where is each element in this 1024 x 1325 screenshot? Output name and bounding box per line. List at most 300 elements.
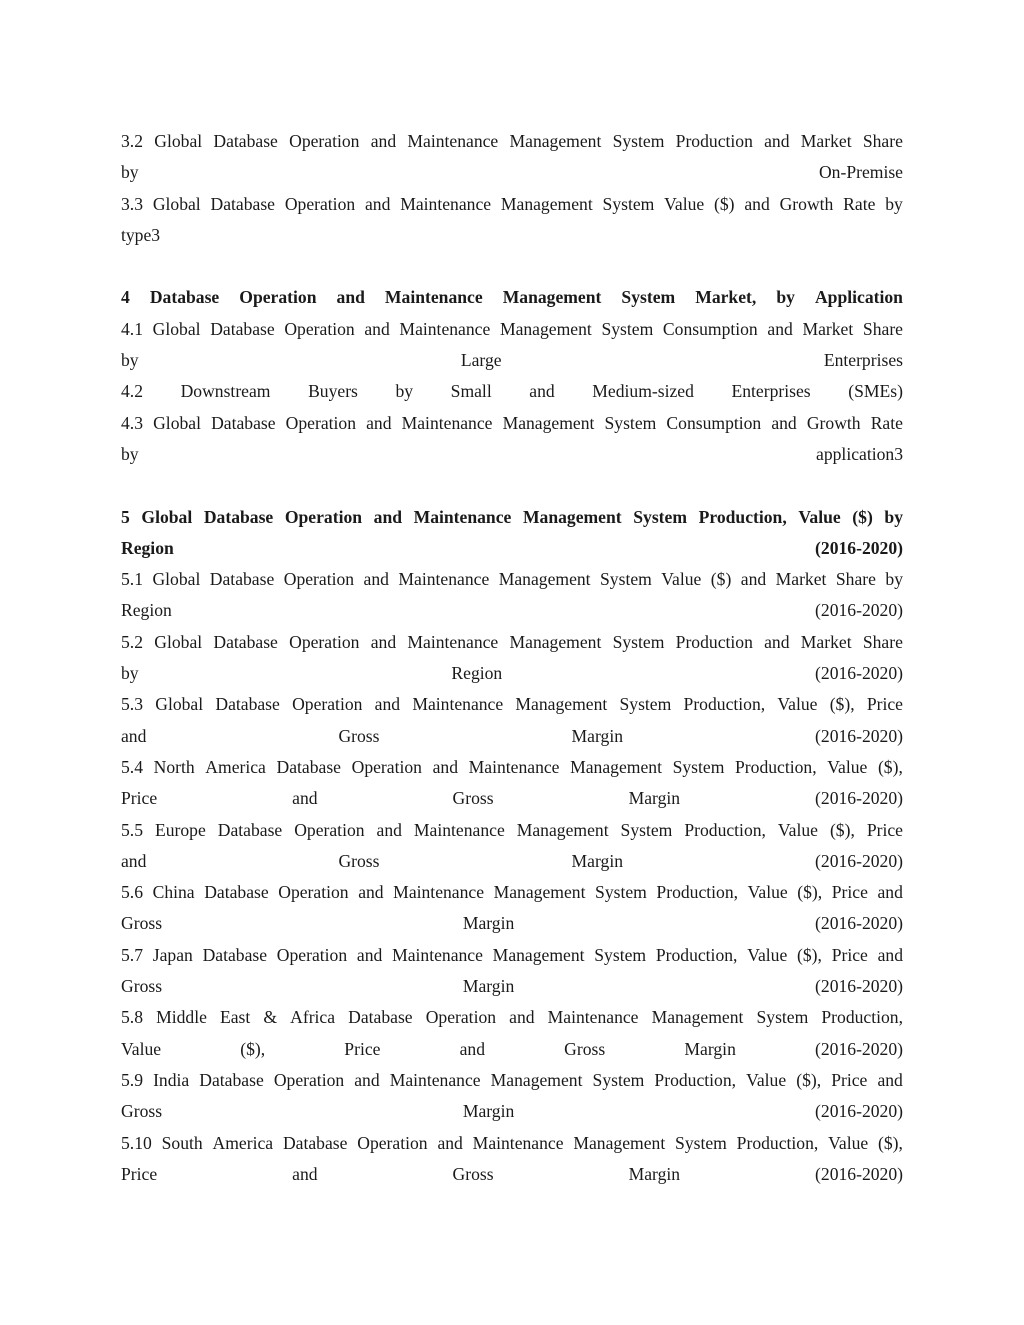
word: (2016-2020): [815, 1038, 903, 1059]
word: by: [395, 381, 414, 402]
word: Share: [862, 131, 903, 151]
word: Price: [831, 1069, 868, 1090]
word: Management: [570, 756, 662, 777]
word: Database: [348, 1007, 413, 1028]
word: Production,: [698, 506, 787, 527]
word: Operation: [294, 819, 365, 840]
word: Price: [866, 819, 903, 840]
toc-section-s3: [121, 126, 903, 251]
toc-line: [121, 595, 903, 626]
word: On-Premise: [818, 162, 903, 183]
word: ($),: [797, 882, 823, 903]
word: Operation: [357, 1132, 428, 1153]
word: America: [205, 756, 266, 777]
toc-line: [121, 1065, 903, 1096]
word: Small: [450, 381, 492, 402]
word: Margin: [571, 850, 624, 871]
word: (2016-2020): [815, 600, 903, 621]
word: Global: [154, 631, 203, 652]
word: &: [263, 1007, 278, 1028]
word: Rate: [870, 412, 903, 433]
word: and: [437, 1132, 463, 1153]
toc-line: [121, 846, 903, 877]
word: Maintenance: [413, 506, 512, 527]
toc-line: [121, 439, 903, 470]
word: Database: [282, 1132, 348, 1153]
word: System: [600, 569, 652, 590]
word: Database: [209, 569, 275, 590]
word: System: [675, 1132, 727, 1153]
word: 4.3: [121, 412, 143, 433]
word: Management: [509, 131, 602, 151]
word: Market: [775, 569, 827, 590]
word: and: [121, 850, 147, 871]
word: and: [366, 412, 392, 433]
word: System: [619, 694, 672, 715]
word: Margin: [628, 788, 681, 809]
toc-entry: [121, 1065, 903, 1128]
word: (2016-2020): [815, 663, 903, 684]
toc-line: [121, 658, 903, 689]
word: Value: [661, 569, 702, 590]
toc-heading: [121, 282, 903, 313]
word: Database: [210, 318, 275, 339]
toc-line: [121, 533, 903, 564]
toc-line: [121, 564, 903, 595]
word: ($),: [240, 1038, 266, 1059]
word: Value: [828, 1132, 869, 1153]
word: Database: [215, 694, 280, 715]
word: Region: [121, 600, 172, 621]
word: 5.3: [121, 694, 143, 715]
word: Price: [121, 788, 158, 809]
word: 5.6: [121, 882, 143, 903]
word: System: [612, 131, 665, 151]
word: Value: [777, 819, 818, 840]
word: Gross: [452, 1163, 494, 1184]
word: Maintenance: [472, 1132, 564, 1153]
word: Japan: [152, 944, 193, 965]
word: 5.10: [121, 1132, 152, 1153]
word: and: [767, 318, 793, 339]
word: and: [336, 287, 365, 308]
word: Price: [344, 1038, 381, 1059]
toc-section-s4: [121, 282, 903, 470]
word: Margin: [462, 1101, 515, 1122]
word: North: [153, 756, 195, 777]
toc-entry: [121, 189, 903, 252]
word: Price: [866, 694, 903, 715]
word: 4.2: [121, 381, 143, 402]
word: Database: [204, 882, 269, 903]
word: Operation: [283, 569, 355, 590]
word: 3.3: [121, 193, 143, 214]
word: Growth: [779, 193, 834, 214]
word: by: [885, 193, 903, 214]
word: Operation: [284, 506, 363, 527]
word: by: [884, 506, 903, 527]
word: and: [364, 193, 391, 214]
word: (2016-2020): [815, 913, 903, 934]
word: Global: [155, 694, 204, 715]
toc-entry: [121, 314, 903, 377]
word: Value: [798, 506, 841, 527]
word: Price: [831, 944, 868, 965]
word: Middle: [156, 1007, 207, 1028]
word: Maintenance: [392, 944, 483, 965]
word: (2016-2020): [815, 976, 903, 997]
word: Price: [831, 882, 868, 903]
word: (2016-2020): [815, 788, 903, 809]
word: Share: [862, 631, 903, 652]
word: Growth: [806, 412, 861, 433]
word: Value: [664, 193, 705, 214]
word: and: [376, 819, 402, 840]
word: Operation: [289, 631, 360, 652]
word: 5.2: [121, 631, 143, 652]
word: System: [672, 756, 725, 777]
word: Value: [747, 944, 788, 965]
word: Management: [499, 318, 592, 339]
word: Database: [276, 756, 341, 777]
word: Operation: [284, 318, 355, 339]
word: and: [370, 631, 397, 652]
word: Value: [827, 756, 868, 777]
word: Operation: [276, 944, 348, 965]
word: Management: [493, 882, 586, 903]
word: Global: [154, 131, 203, 151]
word: Production,: [655, 944, 738, 965]
word: Maintenance: [412, 694, 504, 715]
toc-entry: [121, 689, 903, 752]
toc-entry: [121, 1002, 903, 1065]
word: and: [354, 1069, 380, 1090]
word: and: [370, 131, 397, 151]
word: Gross: [121, 976, 163, 997]
toc-line: type3: [121, 224, 161, 245]
word: System: [602, 193, 655, 214]
word: Management: [509, 631, 602, 652]
toc-entry: [121, 376, 903, 407]
word: and: [292, 1163, 318, 1184]
word: Market: [800, 131, 852, 151]
toc-line: [121, 1159, 903, 1190]
word: Margin: [462, 913, 515, 934]
word: by: [121, 663, 139, 684]
word: Management: [500, 193, 593, 214]
section-gap: [121, 470, 903, 501]
word: by: [885, 569, 903, 590]
word: Gross: [338, 725, 380, 746]
word: Management: [516, 819, 609, 840]
word: Operation: [239, 287, 317, 308]
word: ($),: [829, 819, 855, 840]
word: Global: [141, 506, 193, 527]
toc-line: [121, 408, 903, 439]
word: Operation: [284, 193, 356, 214]
word: Production,: [656, 882, 739, 903]
word: application3: [816, 443, 903, 464]
word: 3.2: [121, 131, 143, 151]
word: System: [604, 412, 657, 433]
word: Production,: [736, 1132, 819, 1153]
toc-line: [121, 815, 903, 846]
word: Maintenance: [547, 1007, 639, 1028]
word: 5.9: [121, 1069, 143, 1090]
word: and: [373, 506, 403, 527]
word: Maintenance: [413, 819, 505, 840]
toc-entry: [121, 877, 903, 940]
toc-line: [121, 1128, 903, 1159]
word: ($),: [877, 756, 903, 777]
word: Maintenance: [393, 882, 485, 903]
word: Value: [747, 882, 788, 903]
word: Global: [152, 193, 201, 214]
word: Production: [675, 131, 753, 151]
word: Operation: [289, 131, 360, 151]
toc-line: [121, 126, 903, 157]
word: 4.1: [121, 318, 143, 339]
word: Consumption: [662, 318, 758, 339]
word: Operation: [278, 882, 349, 903]
word: System: [594, 944, 647, 965]
word: Database: [213, 631, 278, 652]
word: Database: [149, 287, 220, 308]
word: (2016-2020): [815, 725, 903, 746]
word: Maintenance: [407, 131, 499, 151]
word: (2016-2020): [815, 1101, 903, 1122]
word: Operation: [351, 756, 422, 777]
word: Operation: [285, 412, 357, 433]
word: 5.5: [121, 819, 143, 840]
word: Global: [152, 569, 201, 590]
word: and: [744, 193, 770, 214]
word: and: [877, 1069, 903, 1090]
toc-entry: [121, 126, 903, 189]
toc-line: [121, 783, 903, 814]
word: Margin: [571, 725, 624, 746]
word: Management: [522, 506, 622, 527]
word: Production,: [821, 1007, 903, 1028]
word: 5.8: [121, 1007, 143, 1028]
word: and: [459, 1038, 486, 1059]
word: Maintenance: [401, 412, 493, 433]
word: Maintenance: [398, 569, 490, 590]
word: Maintenance: [389, 1069, 481, 1090]
document-page: [121, 126, 903, 1190]
word: Database: [203, 506, 274, 527]
toc-line: [121, 376, 903, 407]
word: Value: [746, 1069, 787, 1090]
toc-line: [121, 1002, 903, 1033]
word: ($),: [878, 1132, 903, 1153]
toc-entry: [121, 627, 903, 690]
word: and: [877, 944, 903, 965]
word: Global: [152, 318, 201, 339]
word: Global: [153, 412, 201, 433]
toc-entry: [121, 940, 903, 1003]
toc-line: [121, 971, 903, 1002]
word: Downstream: [180, 381, 271, 402]
word: Maintenance: [384, 287, 483, 308]
word: Maintenance: [400, 193, 492, 214]
toc-line: [121, 752, 903, 783]
word: Operation: [273, 1069, 345, 1090]
word: 5.1: [121, 569, 143, 590]
word: and: [292, 788, 318, 809]
word: 4: [121, 287, 130, 308]
word: by: [121, 162, 139, 183]
word: India: [153, 1069, 190, 1090]
word: Margin: [462, 976, 515, 997]
word: Africa: [290, 1007, 336, 1028]
word: Management: [498, 569, 591, 590]
toc-line: [121, 502, 903, 533]
word: Gross: [564, 1038, 606, 1059]
word: and: [363, 569, 389, 590]
word: Margin: [684, 1038, 736, 1059]
word: South: [161, 1132, 203, 1153]
word: System: [595, 882, 647, 903]
toc-entry: [121, 564, 903, 627]
word: and: [740, 569, 767, 590]
word: 5.7: [121, 944, 143, 965]
word: Region: [451, 663, 503, 684]
toc-entry: [121, 408, 903, 471]
toc-line: [121, 627, 903, 658]
word: (SMEs): [848, 381, 903, 402]
word: Maintenance: [399, 318, 491, 339]
toc-entry: [121, 815, 903, 878]
word: (2016-2020): [815, 850, 903, 871]
word: Medium-sized: [592, 381, 694, 402]
toc-entry: [121, 1128, 903, 1191]
word: Management: [515, 694, 608, 715]
toc-heading: [121, 502, 903, 565]
word: Price: [121, 1163, 158, 1184]
word: Management: [490, 1069, 583, 1090]
word: Management: [573, 1132, 666, 1153]
word: System: [620, 819, 673, 840]
word: ($),: [829, 694, 855, 715]
word: Production,: [735, 756, 817, 777]
toc-line: [121, 1096, 903, 1127]
word: Maintenance: [468, 756, 560, 777]
word: Management: [492, 944, 585, 965]
word: Europe: [154, 819, 206, 840]
word: (2016-2020): [815, 537, 903, 558]
toc-section-s5: [121, 502, 903, 1191]
word: System: [621, 287, 676, 308]
word: Market,: [695, 287, 757, 308]
word: and: [358, 882, 384, 903]
word: Management: [651, 1007, 744, 1028]
word: Maintenance: [407, 631, 499, 652]
word: Value: [777, 694, 818, 715]
word: ($): [710, 569, 732, 590]
word: Gross: [121, 1101, 163, 1122]
word: Database: [213, 131, 278, 151]
word: by: [121, 350, 139, 371]
word: System: [601, 318, 654, 339]
word: Production,: [683, 694, 766, 715]
word: 5: [121, 506, 130, 527]
word: China: [152, 882, 195, 903]
word: System: [756, 1007, 809, 1028]
word: Database: [202, 944, 268, 965]
word: Value: [121, 1038, 162, 1059]
toc-line: [121, 345, 903, 376]
toc-line: [121, 314, 903, 345]
word: and: [764, 131, 790, 151]
toc-line: [121, 877, 903, 908]
word: System: [612, 631, 665, 652]
toc-line: [121, 689, 903, 720]
word: System: [592, 1069, 645, 1090]
word: Enterprises: [731, 381, 811, 402]
word: Management: [502, 412, 595, 433]
toc-line: [121, 940, 903, 971]
word: Gross: [121, 913, 163, 934]
word: Market: [800, 631, 852, 652]
word: and: [121, 725, 147, 746]
word: and: [877, 882, 903, 903]
word: Production,: [684, 819, 766, 840]
word: ($),: [797, 944, 822, 965]
toc-line: [121, 189, 903, 220]
word: Large: [460, 350, 502, 371]
word: ($): [714, 193, 735, 214]
word: Share: [862, 318, 903, 339]
toc-line: [121, 908, 903, 939]
word: Consumption: [666, 412, 762, 433]
word: Database: [199, 1069, 264, 1090]
word: Management: [502, 287, 602, 308]
word: Enterprises: [823, 350, 903, 371]
word: ($),: [796, 1069, 822, 1090]
word: America: [212, 1132, 274, 1153]
word: Buyers: [308, 381, 358, 402]
word: Margin: [628, 1163, 681, 1184]
toc-line: [121, 282, 903, 313]
word: East: [219, 1007, 251, 1028]
toc-line: [121, 157, 903, 188]
word: Operation: [425, 1007, 497, 1028]
toc-entry: [121, 752, 903, 815]
word: Rate: [843, 193, 876, 214]
word: by: [121, 443, 139, 464]
word: Database: [217, 819, 283, 840]
section-gap: [121, 251, 903, 282]
word: and: [529, 381, 555, 402]
word: and: [764, 631, 790, 652]
word: System: [633, 506, 687, 527]
word: and: [509, 1007, 535, 1028]
word: and: [771, 412, 797, 433]
word: and: [356, 944, 383, 965]
word: Application: [814, 287, 903, 308]
word: Database: [211, 412, 276, 433]
word: Operation: [292, 694, 363, 715]
word: Database: [210, 193, 275, 214]
word: ($): [852, 506, 873, 527]
word: Production,: [654, 1069, 737, 1090]
word: Production: [675, 631, 753, 652]
word: 5.4: [121, 756, 143, 777]
word: and: [364, 318, 390, 339]
word: Gross: [452, 788, 494, 809]
toc-line: [121, 1034, 903, 1065]
